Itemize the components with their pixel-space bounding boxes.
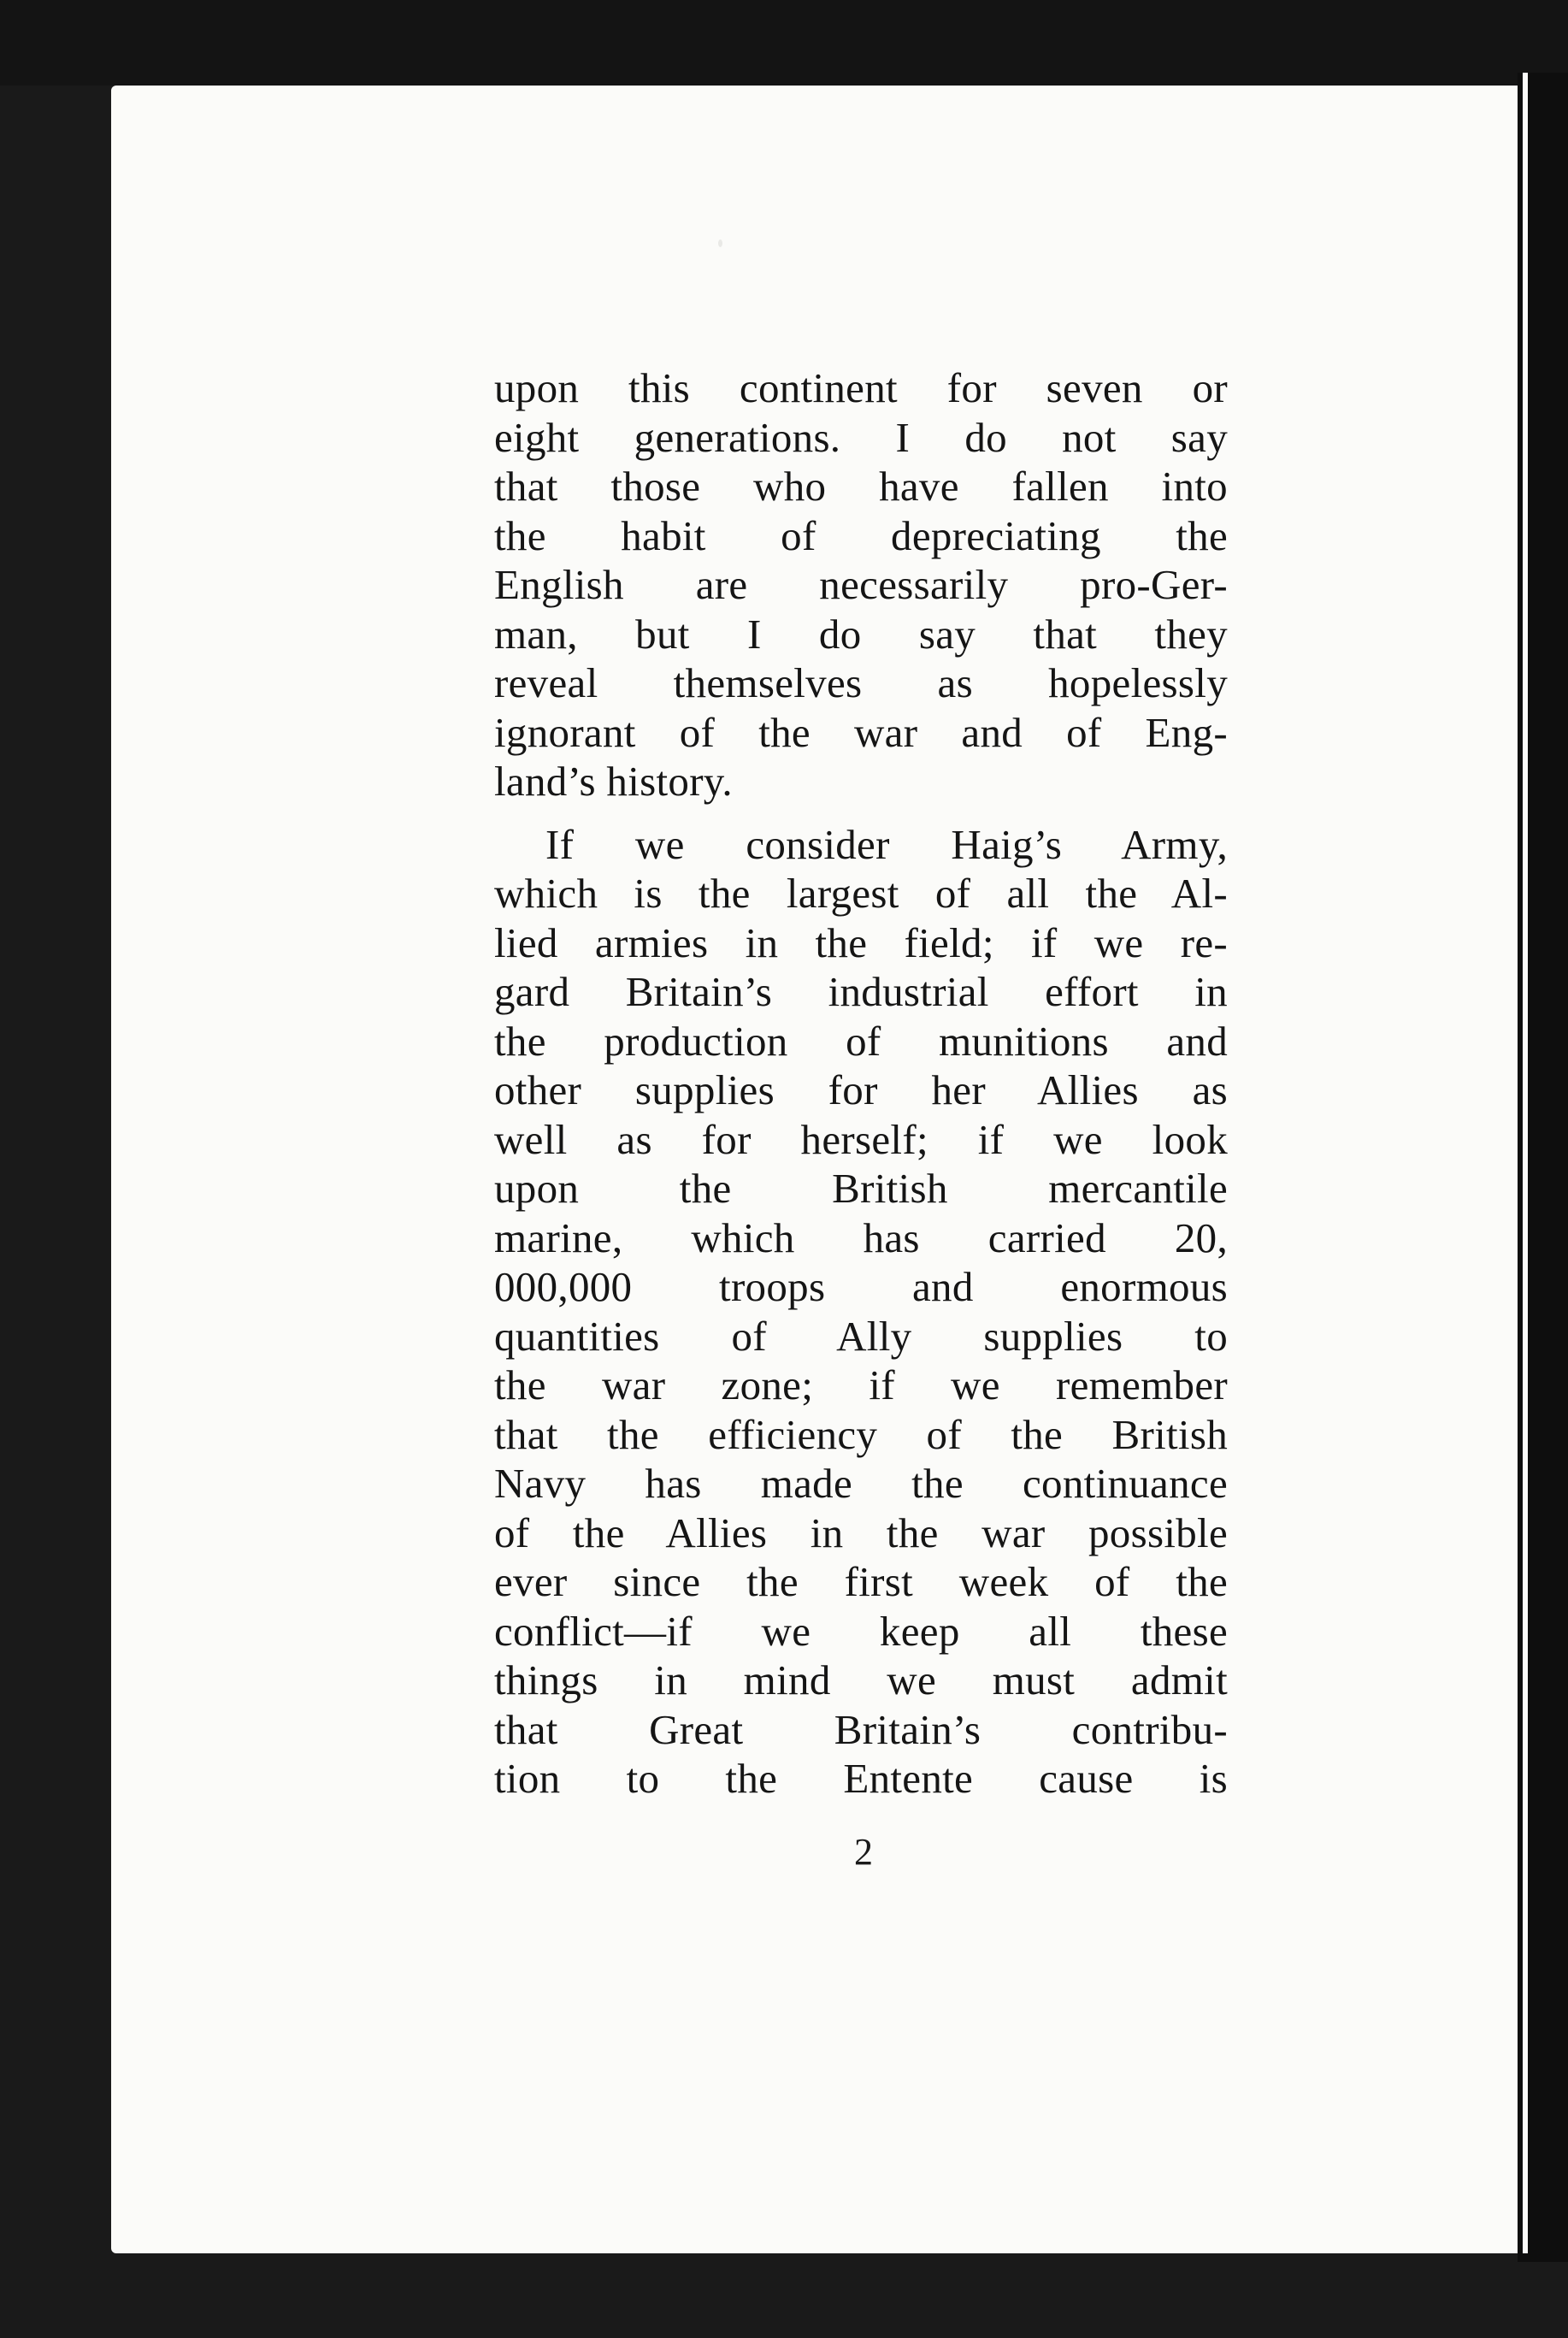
- paragraph-2: [494, 820, 1228, 1804]
- text-line: upon the British mercantile: [494, 1165, 1228, 1212]
- text-line: 000,000 troops and enormous: [494, 1263, 1228, 1310]
- text-line: that Great Britain’s contribu-: [494, 1705, 1228, 1753]
- text-line: ever since the first week of the: [494, 1558, 1228, 1605]
- text-line: that those who have fallen into: [494, 463, 1228, 510]
- text-line: eight generations. I do not say: [494, 413, 1228, 461]
- text-line: conflict—if we keep all these: [494, 1607, 1228, 1655]
- film-edge-top: [0, 0, 1568, 86]
- text-line: gard Britain’s industrial effort in: [494, 968, 1228, 1015]
- text-line: reveal themselves as hopelessly: [494, 659, 1228, 706]
- text-line: marine, which has carried 20,: [494, 1213, 1228, 1261]
- text-line: the war zone; if we remember: [494, 1361, 1228, 1408]
- text-line: upon this continent for seven or: [494, 364, 1228, 411]
- text-line: of the Allies in the war possible: [494, 1508, 1228, 1556]
- page-gutter-line: [1523, 73, 1528, 2253]
- text-line: English are necessarily pro-Ger-: [494, 561, 1228, 608]
- paragraph-1: [494, 363, 1228, 806]
- text-line: which is the largest of all the Al-: [494, 870, 1228, 917]
- text-line: things in mind we must admit: [494, 1656, 1228, 1703]
- text-line: well as for herself; if we look: [494, 1115, 1228, 1163]
- page-number: 2: [854, 1831, 873, 1873]
- text-line: man, but I do say that they: [494, 610, 1228, 658]
- text-line: If we consider Haig’s Army,: [545, 820, 1228, 868]
- paper-speck: [718, 239, 722, 247]
- text-line: ignorant of the war and of Eng-: [494, 708, 1228, 756]
- text-line: that the efficiency of the British: [494, 1410, 1228, 1458]
- text-line: Navy has made the continuance: [494, 1460, 1228, 1507]
- text-line: the habit of depreciating the: [494, 511, 1228, 559]
- text-line: the production of munitions and: [494, 1017, 1228, 1065]
- text-line: tion to the Entente cause is: [494, 1755, 1228, 1802]
- text-line: lied armies in the field; if we re-: [494, 918, 1228, 966]
- text-line: quantities of Ally supplies to: [494, 1312, 1228, 1360]
- text-line: land’s history.: [494, 758, 733, 805]
- text-line: other supplies for her Allies as: [494, 1066, 1228, 1113]
- body-text: [494, 363, 1228, 1804]
